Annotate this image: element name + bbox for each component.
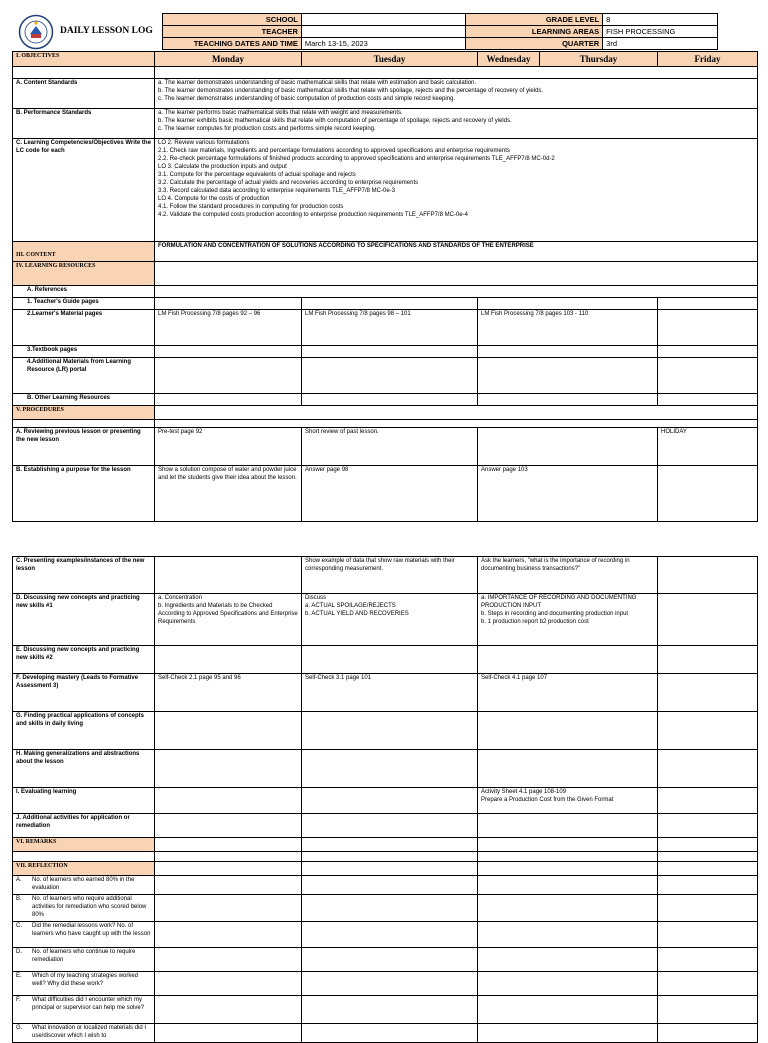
content-standards-row — [13, 79, 758, 109]
procedure-h-label: H. Making generalizations and abstractions about the lesson — [13, 750, 155, 788]
school-label: SCHOOL — [163, 14, 302, 26]
procedure-a-monday: Pre-test page 92 — [155, 428, 302, 466]
procedure-b-monday: Show a solution compose of water and powder juice and let the students give their idea about the lesson. — [155, 466, 302, 522]
procedure-d-label: D. Discussing new concepts and practicing new skills #1 — [13, 594, 155, 646]
procedure-h-row — [13, 750, 758, 788]
content-standard-c: c. The learner demonstrates understanding of basic computation of production costs and simple record keeping. — [158, 95, 456, 102]
reflection-row — [13, 862, 758, 876]
lesson-grid-part1 — [12, 51, 758, 522]
info-row — [163, 26, 718, 38]
procedure-c-label: C. Presenting examples/instances of the new lesson — [13, 557, 155, 594]
reflection-item-letter: G. — [16, 1024, 23, 1031]
reflection-item — [13, 921, 155, 947]
procedure-b-row — [13, 466, 758, 522]
procedure-g-label: G. Finding practical applications of concepts and skills in daily living — [13, 712, 155, 750]
procedure-a-tuesday: Short review of past lesson. — [302, 428, 478, 466]
content-standard-b: b. The learner demonstrates understanding of basic mathematical skills that relate with spoilage, rejects and the percentage of recovery of yields. — [158, 87, 544, 94]
content-text: FORMULATION AND CONCENTRATION OF SOLUTIONS ACCORDING TO SPECIFICATIONS AND STANDARDS OF THE ENTERPRISE — [155, 242, 758, 262]
reflection-item-letter: F. — [16, 996, 21, 1003]
teachers-guide-label: 1. Teacher's Guide pages — [13, 298, 155, 310]
lesson-info-table — [162, 13, 718, 50]
procedure-i-wednesday-line: Prepare a Production Cost from the Given Format — [481, 796, 614, 803]
procedure-d-monday-line: b. Ingredients and Materials to be Checked According to Approved Specifications and Enterprise Requirements — [158, 602, 298, 625]
procedures-heading: V. PROCEDURES — [13, 406, 155, 420]
competency-line: 3.1. Compute for the percentage equivalents of actual spoilage and rejects — [158, 171, 356, 178]
content-heading: III. CONTENT — [13, 242, 155, 262]
reflection-item-letter: D. — [16, 948, 22, 955]
reflection-item — [13, 876, 155, 895]
performance-standard-c: c. The learner computes for production costs and performs simple record keeping. — [158, 125, 376, 132]
reflection-item-row — [13, 947, 758, 971]
procedure-i-row — [13, 788, 758, 814]
other-resources-label: B. Other Learning Resources — [13, 394, 155, 406]
procedure-b-tuesday: Answer page 98 — [302, 466, 478, 522]
reflection-item-text: Did the remedial lessons work? No. of learners who have caught up with the lesson — [32, 922, 151, 937]
reflection-item-row — [13, 995, 758, 1023]
procedure-f-label: F. Developing mastery (Leads to Formative Assessment 3) — [13, 674, 155, 712]
reflection-item — [13, 947, 155, 971]
spacer-row — [13, 852, 758, 862]
procedure-i-wednesday-line: Activity Sheet 4.1 page 108-109 — [481, 789, 567, 795]
grade-level-label: GRADE LEVEL — [466, 14, 603, 26]
learning-areas-value[interactable]: FISH PROCESSING — [603, 26, 718, 38]
competency-line: LO 3. Calculate the production inputs and output — [158, 163, 287, 170]
deped-seal-icon — [18, 14, 54, 50]
procedure-d-tuesday-line: Discuss — [305, 595, 327, 601]
reflection-item-letter: E. — [16, 972, 22, 979]
school-value[interactable] — [301, 14, 466, 26]
performance-standard-a: a. The learner performs basic mathematical skills that relate with weight and measurements. — [158, 110, 403, 116]
procedure-d-wednesday — [478, 594, 658, 646]
procedure-d-monday — [155, 594, 302, 646]
competency-line: 3.3. Record calculated data according to enterprise requirements TLE_AFFP7/8 MC-0e-3 — [158, 187, 396, 194]
reflection-item-letter: B. — [16, 895, 22, 902]
lm-tuesday: LM Fish Processing 7/8 pages 98 – 101 — [302, 310, 478, 346]
objectives-heading: I. OBJECTIVES — [13, 52, 155, 67]
reflection-item-text: No. of learners who earned 80% in the evaluation — [32, 877, 135, 891]
teaching-dates-label: TEACHING DATES AND TIME — [163, 38, 302, 50]
textbook-row — [13, 346, 758, 358]
info-row — [163, 38, 718, 50]
reflection-item — [13, 1023, 155, 1042]
learning-resources-heading: IV. LEARNING RESOURCES — [13, 262, 155, 286]
procedure-g-row — [13, 712, 758, 750]
other-resources-row — [13, 394, 758, 406]
reflection-item-row — [13, 1023, 758, 1042]
textbook-label: 3.Textbook pages — [13, 346, 155, 358]
procedure-b-wednesday: Answer page 103 — [478, 466, 658, 522]
reflection-item-row — [13, 894, 758, 921]
learning-resources-row — [13, 262, 758, 286]
references-row — [13, 286, 758, 298]
procedure-f-wednesday: Self-Check 4.1 page 107 — [478, 674, 658, 712]
day-header-row — [13, 52, 758, 67]
procedure-e-row — [13, 646, 758, 674]
procedure-b-label: B. Establishing a purpose for the lesson — [13, 466, 155, 522]
quarter-value[interactable]: 3rd — [603, 38, 718, 50]
procedure-f-row — [13, 674, 758, 712]
day-monday: Monday — [155, 52, 302, 67]
content-standards-text — [155, 79, 758, 109]
learners-material-label: 2.Learner's Material pages — [13, 310, 155, 346]
procedure-d-tuesday-line: b. ACTUAL YIELD AND RECOVERIES — [305, 610, 409, 617]
additional-materials-label: 4.Additional Materials from Learning Resource (LR) portal — [13, 358, 155, 394]
remarks-heading: VI. REMARKS — [13, 838, 155, 852]
reflection-item-text: No. of learners who require additional activities for remediation who scored below 80% — [32, 895, 147, 918]
lm-wednesday: LM Fish Processing 7/8 pages 103 - 110 — [478, 310, 658, 346]
procedure-d-wednesday-line: b. 1 production report b2 production cost — [481, 618, 589, 625]
reflection-item-text: Which of my teaching strategies worked well? Why did these work? — [32, 972, 139, 987]
info-row — [163, 14, 718, 26]
teachers-guide-row — [13, 298, 758, 310]
day-thursday: Thursday — [540, 52, 658, 67]
reflection-heading: VII. REFLECTION — [13, 862, 155, 876]
procedure-a-friday: HOLIDAY — [658, 428, 758, 466]
lesson-grid-part2 — [12, 556, 758, 1043]
reflection-item-row — [13, 876, 758, 895]
performance-standards-text — [155, 109, 758, 139]
procedure-d-row — [13, 594, 758, 646]
additional-materials-row — [13, 358, 758, 394]
content-standards-label: A. Content Standards — [13, 79, 155, 109]
competencies-text — [155, 139, 758, 242]
procedure-c-tuesday: Show example of data that show raw materials with their corresponding measurement. — [302, 557, 478, 594]
procedure-j-label: J. Additional activities for application or remediation — [13, 814, 155, 838]
quarter-label: QUARTER — [466, 38, 603, 50]
teacher-label: TEACHER — [163, 26, 302, 38]
content-row — [13, 242, 758, 262]
content-standard-a: a. The learner demonstrates understanding of basic mathematical skills that relate with estimation and basic calculation. — [158, 80, 477, 86]
competency-line: 4.2. Validate the computed costs production according to enterprise production requirements TLE_AFFP7/8 MC-0e-4 — [158, 211, 468, 218]
lm-monday: LM Fish Processing 7/8 pages 92 – 96 — [155, 310, 302, 346]
competency-line: 3.2. Calculate the percentage of actual yields and recoveries according to enterprise requirements — [158, 179, 419, 186]
performance-standards-row — [13, 109, 758, 139]
procedure-j-row — [13, 814, 758, 838]
reflection-item-text: No. of learners who continue to require remediation — [32, 948, 136, 963]
procedure-i-wednesday — [478, 788, 658, 814]
procedure-d-monday-line: a. Concentration — [158, 595, 203, 601]
learners-material-row — [13, 310, 758, 346]
spacer-row — [13, 67, 758, 79]
competencies-row — [13, 139, 758, 242]
procedure-d-wednesday-line: a. IMPORTANCE OF RECORDING AND DOCUMENTING PRODUCTION INPUT — [481, 595, 637, 609]
references-label: A. References — [13, 286, 155, 298]
procedure-e-label: E. Discussing new concepts and practicing new skills #2 — [13, 646, 155, 674]
competencies-label: C. Learning Competencies/Objectives Write the LC code for each — [13, 139, 155, 242]
performance-standard-b: b. The learner exhibits basic mathematical skills that relate with computation of percentage of spoilage, rejects and recovery of yields. — [158, 117, 512, 124]
procedure-a-row — [13, 428, 758, 466]
procedure-f-monday: Self-Check 2.1 page 95 and 96 — [155, 674, 302, 712]
reflection-item — [13, 995, 155, 1023]
procedure-a-label: A. Reviewing previous lesson or presenting the new lesson — [13, 428, 155, 466]
teacher-value[interactable] — [301, 26, 466, 38]
learning-areas-label: LEARNING AREAS — [466, 26, 603, 38]
procedures-row — [13, 406, 758, 420]
procedure-f-tuesday: Self-Check 3.1 page 101 — [302, 674, 478, 712]
spacer-row — [13, 420, 758, 428]
procedure-i-label: I. Evaluating learning — [13, 788, 155, 814]
reflection-item-letter: C. — [16, 922, 22, 929]
grade-level-value[interactable]: 8 — [603, 14, 718, 26]
reflection-item-row — [13, 921, 758, 947]
procedure-d-tuesday-line: a. ACTUAL SPOILAGE/REJECTS — [305, 602, 396, 609]
reflection-item-text: What difficulties did I encounter which my principal or supervisor can help me solve? — [32, 996, 145, 1011]
performance-standards-label: B. Performance Standards — [13, 109, 155, 139]
day-tuesday: Tuesday — [302, 52, 478, 67]
procedure-d-tuesday — [302, 594, 478, 646]
procedure-c-row — [13, 557, 758, 594]
reflection-item-letter: A. — [16, 877, 22, 883]
competency-line: LO 4. Compute for the costs of production — [158, 195, 270, 202]
document-title: DAILY LESSON LOG — [60, 26, 153, 36]
procedure-d-wednesday-line: b. Steps in recording and documenting production input — [481, 610, 629, 617]
reflection-item-row — [13, 971, 758, 995]
reflection-item — [13, 894, 155, 921]
remarks-row — [13, 838, 758, 852]
reflection-item-text: What innovation or localized materials did I use/discover which I wish to — [32, 1024, 147, 1039]
day-friday: Friday — [658, 52, 758, 67]
competency-line: 4.1. Follow the standard procedures in computing for production costs — [158, 203, 344, 210]
procedure-c-wednesday: Ask the learners, "what is the importance of recording in documenting business transactions?" — [478, 557, 658, 594]
competency-line: LO 2. Review various formulations — [158, 140, 250, 146]
day-wednesday: Wednesday — [478, 52, 540, 67]
reflection-item — [13, 971, 155, 995]
teaching-dates-value[interactable]: March 13-15, 2023 — [301, 38, 466, 50]
competency-line: 2.2. Re-check percentage formulations of finished products according to approved specifications and enterprise requirements TLE_AFFP7/8 MC-0d-2 — [158, 155, 555, 162]
competency-line: 2.1. Check raw materials, ingredients and percentage formulations according to approved specifications and enterprise requirements — [158, 147, 510, 154]
